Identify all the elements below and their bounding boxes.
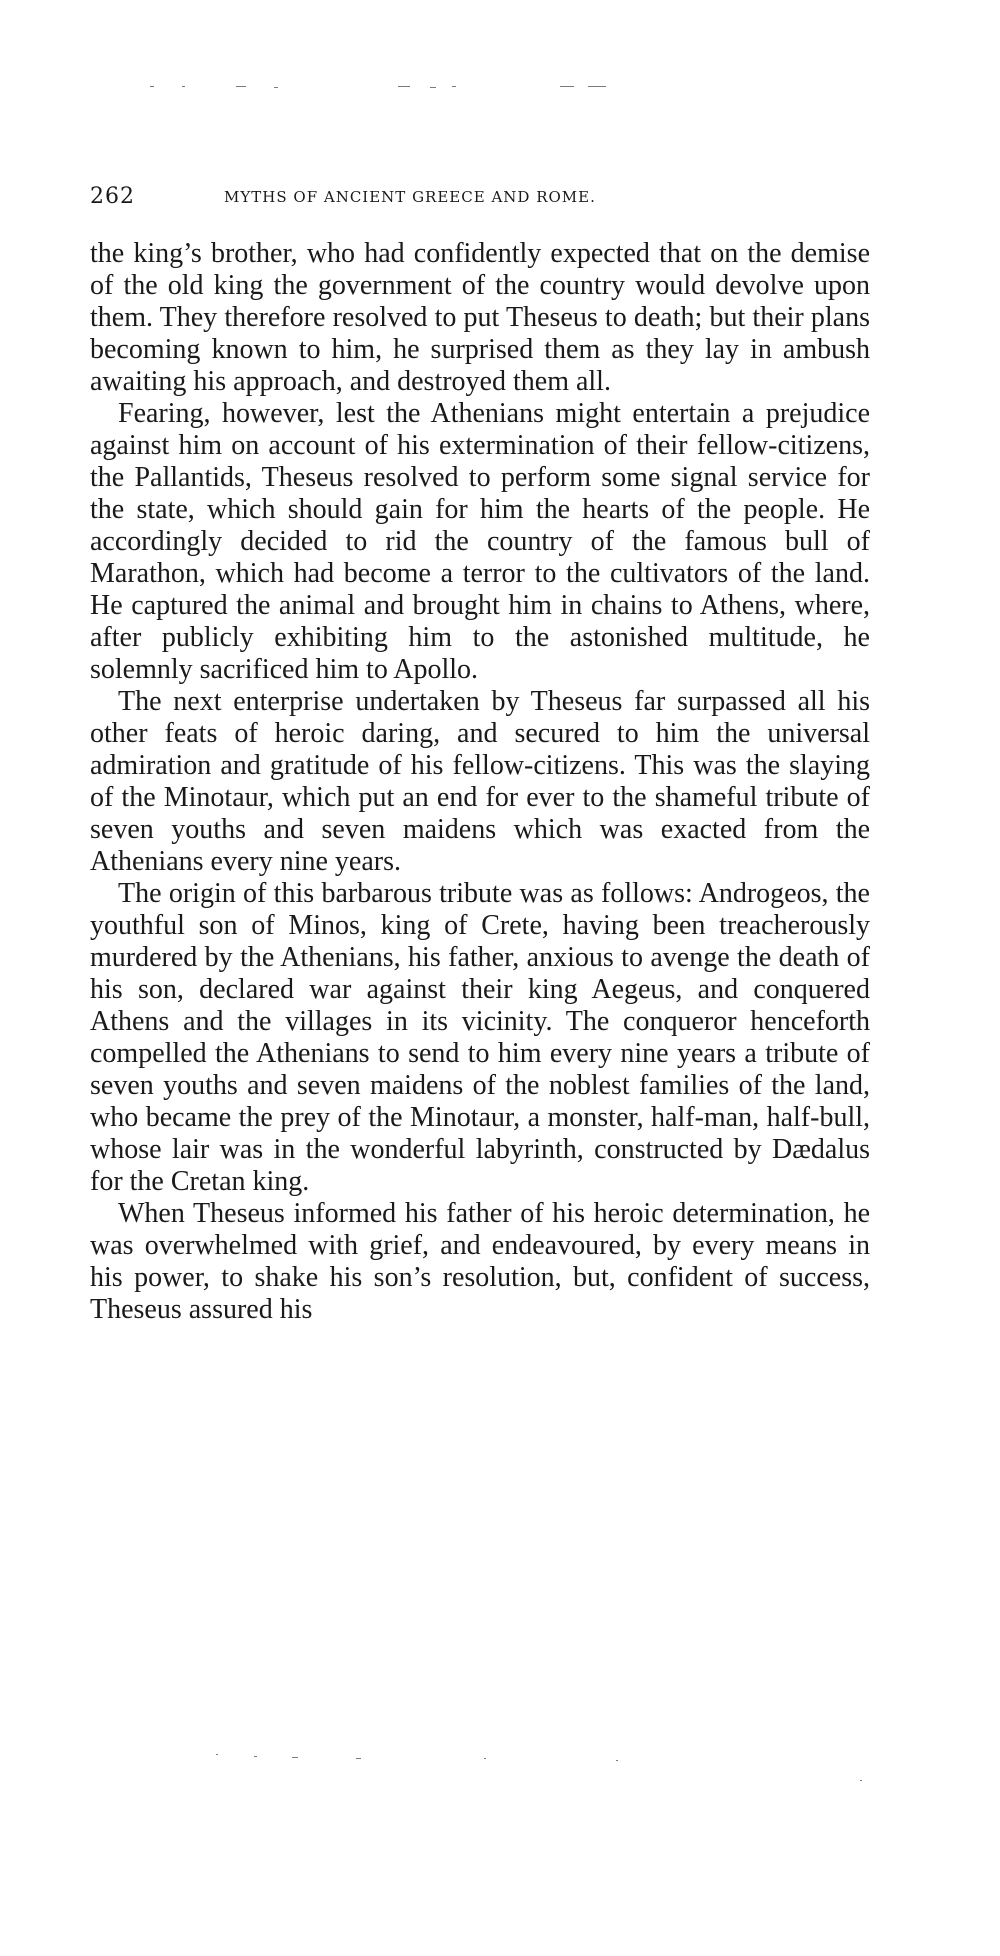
paragraph: The next enterprise undertaken by Theseus far surpassed all his other feats of heroic daring, and secured to him the universal admiration and gratitude of his fellow-citizens. This was the slaying of the Minotaur, which put an end for ever to the shameful tribute of seven youths and seven maidens which was exacted from the Athenians every nine years. [90,686,870,877]
page-header [90,180,870,220]
paragraph: the king’s brother, who had confidently expected that on the demise of the old king the government of the country would devolve upon them. They therefore resolved to put Theseus to death; but their plans becoming known to him, he surprised them as they lay in ambush awaiting his approach, and destroyed them all. [90,238,870,397]
paragraph: Fearing, however, lest the Athenians might entertain a prejudice against him on account of his extermination of their fellow-citizens, the Pallantids, Theseus resolved to perform some signal service for the state, which should gain for him the hearts of the people. He accordingly decided to rid the country of the famous bull of Marathon, which had become a terror to the cultivators of the land. He captured the animal and brought him in chains to Athens, where, after publicly exhibiting him to the astonished multitude, he solemnly sacrificed him to Apollo. [90,398,870,685]
paragraph: When Theseus informed his father of his heroic determination, he was overwhelmed with grief, and endeavoured, by every means in his power, to shake his son’s resolution, but, confident of success, Theseus assured his [90,1198,870,1325]
page-number: 262 [90,184,135,209]
book-page [90,0,870,1956]
body-text [90,238,870,1326]
running-head: MYTHS OF ANCIENT GREECE AND ROME. [224,188,596,206]
paragraph: The origin of this barbarous tribute was as follows: Androgeos, the youthful son of Minos, king of Crete, having been treacherously murdered by the Athenians, his father, anxious to avenge the death of his son, declared war against their king Aegeus, and conquered Athens and the villages in its vicinity. The conqueror henceforth compelled the Athenians to send to him every nine years a tribute of seven youths and seven maidens of the noblest families of the land, who became the prey of the Minotaur, a monster, half-man, half-bull, whose lair was in the wonderful labyrinth, constructed by Dædalus for the Cretan king. [90,878,870,1197]
